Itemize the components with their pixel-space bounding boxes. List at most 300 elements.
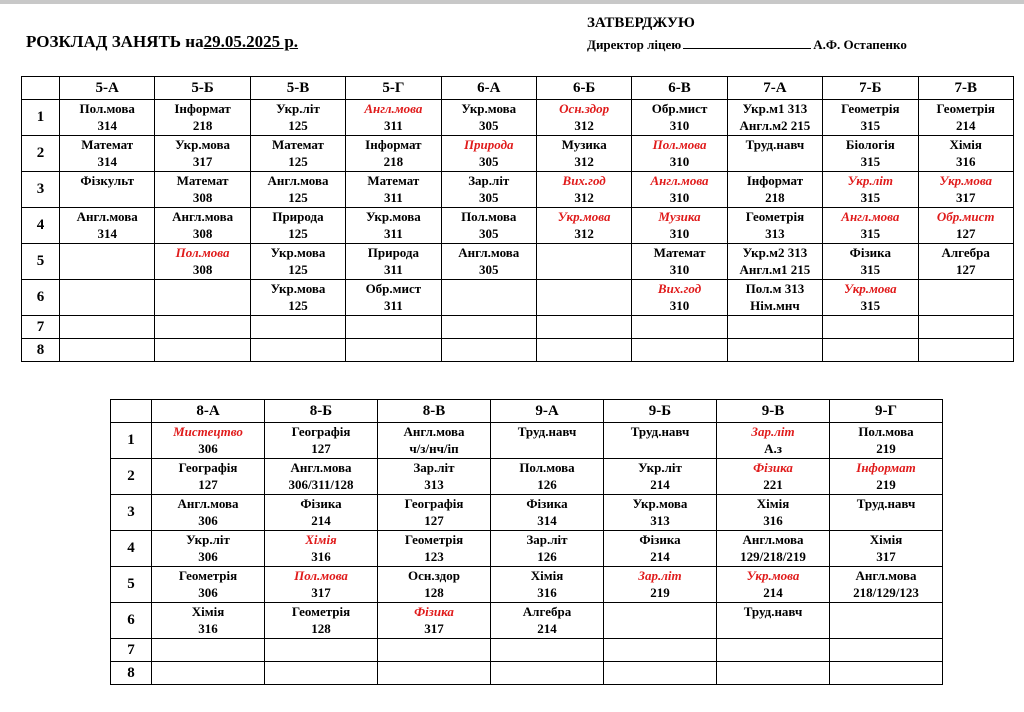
- lesson-cell: [717, 423, 830, 459]
- lesson-cell: [830, 639, 943, 662]
- subject-name: Укр.мова: [270, 245, 326, 260]
- lesson-number: 7: [22, 316, 60, 339]
- lesson-cell: [491, 567, 604, 603]
- subject-name: Інформат: [856, 460, 916, 475]
- lesson-cell: [604, 639, 717, 662]
- lesson-cell: [60, 136, 155, 172]
- room-number: 219: [876, 441, 896, 456]
- lesson-cell: [823, 339, 918, 362]
- subject-name: Зар.літ: [751, 424, 795, 439]
- class-header: 9-А: [491, 400, 604, 423]
- lesson-cell: [604, 495, 717, 531]
- subject-name: Інформат: [365, 137, 422, 152]
- room-number: 316: [955, 154, 976, 169]
- room-number: 317: [876, 549, 896, 564]
- subject-name: Пол.мова: [652, 137, 707, 152]
- lesson-cell: [250, 339, 345, 362]
- subject-name: Обр.мист: [365, 281, 422, 296]
- lesson-cell: [152, 639, 265, 662]
- room-number: 310: [669, 262, 690, 277]
- room-number: 219: [876, 477, 896, 492]
- subject-name: Укр.мова: [939, 173, 993, 188]
- subject-name: Англ.мова: [841, 209, 900, 224]
- lesson-cell: [830, 603, 943, 639]
- lesson-cell: [155, 339, 250, 362]
- lesson-cell: [265, 459, 378, 495]
- lesson-cell: [250, 208, 345, 244]
- subject-name: Хімія: [530, 568, 564, 583]
- room-number: 316: [763, 513, 783, 528]
- lesson-cell: [823, 172, 918, 208]
- lesson-cell: [632, 280, 727, 316]
- subject-name: Укр.м2 313: [742, 245, 808, 260]
- subject-name: Укр.літ: [638, 460, 682, 475]
- lesson-cell: [346, 244, 441, 280]
- lesson-cell: [823, 100, 918, 136]
- lesson-cell: [346, 136, 441, 172]
- room-number: 127: [955, 226, 976, 241]
- subject-name: Укр.мова: [557, 209, 611, 224]
- subject-name: Обр.мист: [651, 101, 708, 116]
- lesson-cell: [152, 567, 265, 603]
- room-number: 311: [383, 262, 403, 277]
- room-number: 218: [192, 118, 213, 133]
- subject-name: Осн.здор: [559, 101, 610, 116]
- lesson-cell: [536, 316, 631, 339]
- lesson-number: 5: [22, 244, 60, 280]
- lesson-cell: [250, 172, 345, 208]
- subject-name: Хімія: [191, 604, 225, 619]
- lesson-number: 8: [111, 662, 152, 685]
- class-header: 5-Г: [346, 77, 441, 100]
- room-number: 221: [763, 477, 783, 492]
- lesson-cell: [155, 172, 250, 208]
- lesson-cell: [918, 208, 1013, 244]
- lesson-cell: [632, 339, 727, 362]
- lesson-row: [22, 208, 1014, 244]
- lesson-row: [22, 136, 1014, 172]
- subject-name: Пол.м 313: [745, 281, 805, 296]
- lesson-cell: [491, 603, 604, 639]
- room-number: 127: [311, 441, 331, 456]
- lesson-number: 4: [22, 208, 60, 244]
- lesson-cell: [823, 316, 918, 339]
- lesson-cell: [265, 423, 378, 459]
- lesson-cell: [536, 208, 631, 244]
- room-number: 310: [669, 118, 690, 133]
- lesson-cell: [378, 639, 491, 662]
- page-title: [26, 32, 298, 52]
- subject-name: Англ.мова: [742, 532, 804, 547]
- room-number: 127: [424, 513, 444, 528]
- lesson-cell: [346, 100, 441, 136]
- lesson-cell: [491, 423, 604, 459]
- subject-name: Геометрія: [291, 604, 351, 619]
- class-header: 6-Б: [536, 77, 631, 100]
- approval-heading: ЗАТВЕРДЖУЮ: [587, 15, 695, 31]
- subject-name: Труд.навч: [856, 496, 916, 511]
- subject-name: Математ: [272, 137, 324, 152]
- subject-name: Англ.мова: [458, 245, 520, 260]
- lesson-cell: [60, 172, 155, 208]
- room-number: 314: [97, 226, 117, 241]
- header-row: [22, 77, 1014, 100]
- subject-name: Природа: [463, 137, 514, 152]
- lesson-cell: [265, 567, 378, 603]
- lesson-cell: [250, 100, 345, 136]
- lesson-cell: [727, 208, 822, 244]
- subject-name: Музика: [658, 209, 701, 224]
- subject-name: Англ.мова: [403, 424, 465, 439]
- room-number: 312: [574, 226, 594, 241]
- lesson-number: 7: [111, 639, 152, 662]
- lesson-cell: [152, 662, 265, 685]
- subject-name: Труд.навч: [630, 424, 690, 439]
- lesson-cell: [60, 208, 155, 244]
- room-number: 316: [198, 621, 218, 636]
- room-number: 308: [192, 226, 213, 241]
- lesson-cell: [830, 662, 943, 685]
- lesson-cell: [152, 459, 265, 495]
- room-number: 218: [765, 190, 785, 205]
- subject-name: Труд.навч: [745, 137, 805, 152]
- subject-name: Укр.літ: [847, 173, 894, 188]
- room-number: 313: [765, 226, 785, 241]
- subject-name: Алгебра: [941, 245, 990, 260]
- lesson-cell: [265, 495, 378, 531]
- subject-name: Хімія: [305, 532, 337, 547]
- room-number: 317: [955, 190, 976, 205]
- room-number: 317: [424, 621, 444, 636]
- lesson-cell: [918, 280, 1013, 316]
- lesson-row: [22, 280, 1014, 316]
- corner-cell: [22, 77, 60, 100]
- lesson-cell: [830, 531, 943, 567]
- room-number: 314: [97, 154, 117, 169]
- room-number: 214: [955, 118, 976, 133]
- subject-name: Англ.мова: [290, 460, 352, 475]
- lesson-cell: [604, 567, 717, 603]
- lesson-cell: [155, 100, 250, 136]
- subject-name: Математ: [81, 137, 134, 152]
- lesson-cell: [536, 339, 631, 362]
- subject-name: Природа: [367, 245, 419, 260]
- lesson-cell: [441, 172, 536, 208]
- subject-name: Фізика: [300, 496, 342, 511]
- subject-name: Укр.мова: [843, 281, 897, 296]
- room-number: 125: [288, 154, 308, 169]
- lesson-cell: [830, 495, 943, 531]
- lesson-cell: [152, 531, 265, 567]
- subject-name: Англ.мова: [177, 496, 239, 511]
- subject-name: Пол.мова: [519, 460, 575, 475]
- lesson-cell: [604, 603, 717, 639]
- subject-name: Геометрія: [841, 101, 900, 116]
- room-number: 310: [669, 226, 690, 241]
- subject-name: Обр.мист: [936, 209, 995, 224]
- room-number: 317: [192, 154, 213, 169]
- subject-name: Інформат: [746, 173, 804, 188]
- subject-name: Англ.мова: [172, 209, 234, 224]
- room-number: ч/з/нч/іп: [409, 441, 459, 456]
- room-number: 316: [311, 549, 331, 564]
- lesson-cell: [830, 567, 943, 603]
- lesson-cell: [536, 172, 631, 208]
- room-number: 306/311/128: [288, 477, 354, 492]
- lesson-row: [22, 316, 1014, 339]
- lesson-number: 2: [22, 136, 60, 172]
- subject-name: Біологія: [845, 137, 895, 152]
- room-number: 125: [288, 190, 308, 205]
- lesson-cell: [536, 244, 631, 280]
- room-number: 314: [97, 118, 117, 133]
- room-number: 313: [424, 477, 444, 492]
- lesson-row: [111, 662, 943, 685]
- lesson-cell: [378, 567, 491, 603]
- lesson-cell: [632, 316, 727, 339]
- subject-name: Укр.літ: [276, 101, 320, 116]
- lesson-cell: [717, 495, 830, 531]
- lesson-row: [22, 172, 1014, 208]
- lesson-cell: [441, 339, 536, 362]
- lesson-cell: [441, 280, 536, 316]
- subject-name: Геометрія: [178, 568, 238, 583]
- subject-name: Геометрія: [936, 101, 995, 116]
- room-number: 126: [537, 477, 557, 492]
- lesson-cell: [60, 100, 155, 136]
- lesson-cell: [491, 495, 604, 531]
- subject-name: Географія: [404, 496, 464, 511]
- room-number: 306: [198, 549, 218, 564]
- lesson-number: 1: [111, 423, 152, 459]
- lesson-cell: [250, 244, 345, 280]
- class-header: 5-А: [60, 77, 155, 100]
- subject-name: Геометрія: [745, 209, 805, 224]
- class-header: 8-Б: [265, 400, 378, 423]
- lesson-row: [111, 423, 943, 459]
- subject-name: Англ.мова: [267, 173, 329, 188]
- subject-name: Пол.мова: [461, 209, 517, 224]
- room-number: 311: [383, 190, 403, 205]
- lesson-cell: [632, 100, 727, 136]
- subject-name: Геометрія: [404, 532, 464, 547]
- room-number: 310: [669, 190, 690, 205]
- lesson-cell: [250, 280, 345, 316]
- room-number: 310: [669, 298, 690, 313]
- class-header: 5-Б: [155, 77, 250, 100]
- lesson-cell: [536, 136, 631, 172]
- lesson-cell: [441, 208, 536, 244]
- subject-name: Труд.навч: [517, 424, 577, 439]
- schedule-table-grades-5-7: [21, 76, 1014, 362]
- room-number: 317: [311, 585, 331, 600]
- subject-name: Англ.мова: [855, 568, 917, 583]
- subject-name: Зар.літ: [526, 532, 568, 547]
- subject-name: Фізика: [753, 460, 793, 475]
- lesson-cell: [155, 280, 250, 316]
- lesson-cell: [441, 100, 536, 136]
- lesson-cell: [60, 316, 155, 339]
- lesson-cell: [346, 280, 441, 316]
- lesson-cell: [536, 100, 631, 136]
- lesson-number: 6: [22, 280, 60, 316]
- lesson-row: [111, 531, 943, 567]
- room-number: 126: [537, 549, 557, 564]
- room-number: 308: [192, 262, 213, 277]
- lesson-cell: [491, 459, 604, 495]
- subject-name: Природа: [272, 209, 324, 224]
- lesson-cell: [265, 639, 378, 662]
- lesson-cell: [918, 136, 1013, 172]
- lesson-cell: [491, 531, 604, 567]
- subject-name: Математ: [367, 173, 420, 188]
- subject-name: Осн.здор: [408, 568, 460, 583]
- lesson-cell: [717, 459, 830, 495]
- subject-name: Фізика: [639, 532, 681, 547]
- lesson-cell: [717, 662, 830, 685]
- lesson-cell: [378, 603, 491, 639]
- lesson-cell: [823, 208, 918, 244]
- room-number: 125: [288, 118, 308, 133]
- class-header: 8-В: [378, 400, 491, 423]
- lesson-number: 6: [111, 603, 152, 639]
- room-number: 306: [198, 513, 218, 528]
- class-header: 5-В: [250, 77, 345, 100]
- room-number: Англ.м1 215: [739, 262, 811, 277]
- lesson-number: 4: [111, 531, 152, 567]
- lesson-cell: [727, 280, 822, 316]
- subject-name: Інформат: [174, 101, 231, 116]
- director-label: Директор ліцею: [587, 37, 682, 52]
- lesson-cell: [632, 244, 727, 280]
- room-number: 311: [383, 118, 403, 133]
- subject-name: Вих.год: [562, 173, 606, 188]
- lesson-cell: [60, 280, 155, 316]
- room-number: 214: [537, 621, 557, 636]
- lesson-cell: [155, 316, 250, 339]
- room-number: 315: [860, 118, 881, 133]
- subject-name: Англ.мова: [650, 173, 709, 188]
- room-number: 123: [424, 549, 444, 564]
- lesson-cell: [491, 639, 604, 662]
- lesson-cell: [823, 136, 918, 172]
- room-number: 128: [311, 621, 331, 636]
- subject-name: Укр.літ: [186, 532, 230, 547]
- room-number: 214: [311, 513, 331, 528]
- class-header: 7-Б: [823, 77, 918, 100]
- lesson-cell: [536, 280, 631, 316]
- signature-blank: [683, 38, 811, 49]
- lesson-cell: [60, 339, 155, 362]
- room-number: 310: [669, 154, 690, 169]
- lesson-cell: [717, 531, 830, 567]
- room-number: 305: [479, 154, 499, 169]
- room-number: 312: [574, 190, 594, 205]
- lesson-cell: [823, 280, 918, 316]
- lesson-cell: [265, 662, 378, 685]
- subject-name: Укр.мова: [270, 281, 326, 296]
- room-number: 218/129/123: [853, 585, 919, 600]
- lesson-cell: [346, 208, 441, 244]
- room-number: 315: [860, 154, 881, 169]
- lesson-cell: [378, 459, 491, 495]
- subject-name: Мистецтво: [173, 424, 243, 439]
- subject-name: Фізика: [414, 604, 454, 619]
- lesson-cell: [727, 339, 822, 362]
- top-border: [0, 0, 1024, 4]
- subject-name: Математ: [653, 245, 706, 260]
- schedule-table-grades-8-9: [110, 399, 943, 685]
- room-number: 312: [574, 154, 594, 169]
- lesson-cell: [346, 316, 441, 339]
- lesson-cell: [491, 662, 604, 685]
- lesson-row: [111, 639, 943, 662]
- room-number: 125: [288, 226, 308, 241]
- subject-name: Зар.літ: [638, 568, 682, 583]
- room-number: 305: [479, 190, 499, 205]
- subject-name: Пол.мова: [79, 101, 135, 116]
- lesson-row: [22, 244, 1014, 280]
- lesson-cell: [441, 244, 536, 280]
- class-header: 9-Г: [830, 400, 943, 423]
- lesson-cell: [727, 316, 822, 339]
- class-header: 7-В: [918, 77, 1013, 100]
- subject-name: Англ.мова: [76, 209, 138, 224]
- lesson-cell: [918, 244, 1013, 280]
- room-number: 219: [650, 585, 670, 600]
- lesson-number: 8: [22, 339, 60, 362]
- subject-name: Хімія: [756, 496, 790, 511]
- lesson-cell: [265, 603, 378, 639]
- subject-name: Укр.мова: [175, 137, 230, 152]
- room-number: 306: [198, 585, 218, 600]
- lesson-cell: [265, 531, 378, 567]
- room-number: 127: [955, 262, 976, 277]
- room-number: 315: [860, 298, 881, 313]
- lesson-cell: [378, 662, 491, 685]
- room-number: 214: [763, 585, 783, 600]
- room-number: 305: [479, 118, 499, 133]
- lesson-cell: [632, 172, 727, 208]
- class-header: 7-А: [727, 77, 822, 100]
- lesson-cell: [155, 136, 250, 172]
- subject-name: Укр.м1 313: [742, 101, 808, 116]
- subject-name: Математ: [176, 173, 229, 188]
- lesson-cell: [250, 136, 345, 172]
- lesson-row: [111, 495, 943, 531]
- room-number: 125: [288, 298, 308, 313]
- lesson-cell: [60, 244, 155, 280]
- room-number: 214: [650, 549, 670, 564]
- lesson-cell: [604, 459, 717, 495]
- lesson-cell: [830, 423, 943, 459]
- lesson-cell: [346, 172, 441, 208]
- title-prefix: РОЗКЛАД ЗАНЯТЬ на: [26, 32, 204, 51]
- room-number: 313: [650, 513, 670, 528]
- subject-name: Зар.літ: [413, 460, 455, 475]
- subject-name: Фізика: [526, 496, 568, 511]
- lesson-cell: [717, 639, 830, 662]
- lesson-row: [111, 603, 943, 639]
- subject-name: Хімія: [869, 532, 903, 547]
- subject-name: Фізика: [849, 245, 891, 260]
- lesson-cell: [604, 423, 717, 459]
- lesson-number: 5: [111, 567, 152, 603]
- lesson-cell: [604, 662, 717, 685]
- lesson-cell: [918, 172, 1013, 208]
- lesson-cell: [441, 316, 536, 339]
- subject-name: Укр.мова: [746, 568, 800, 583]
